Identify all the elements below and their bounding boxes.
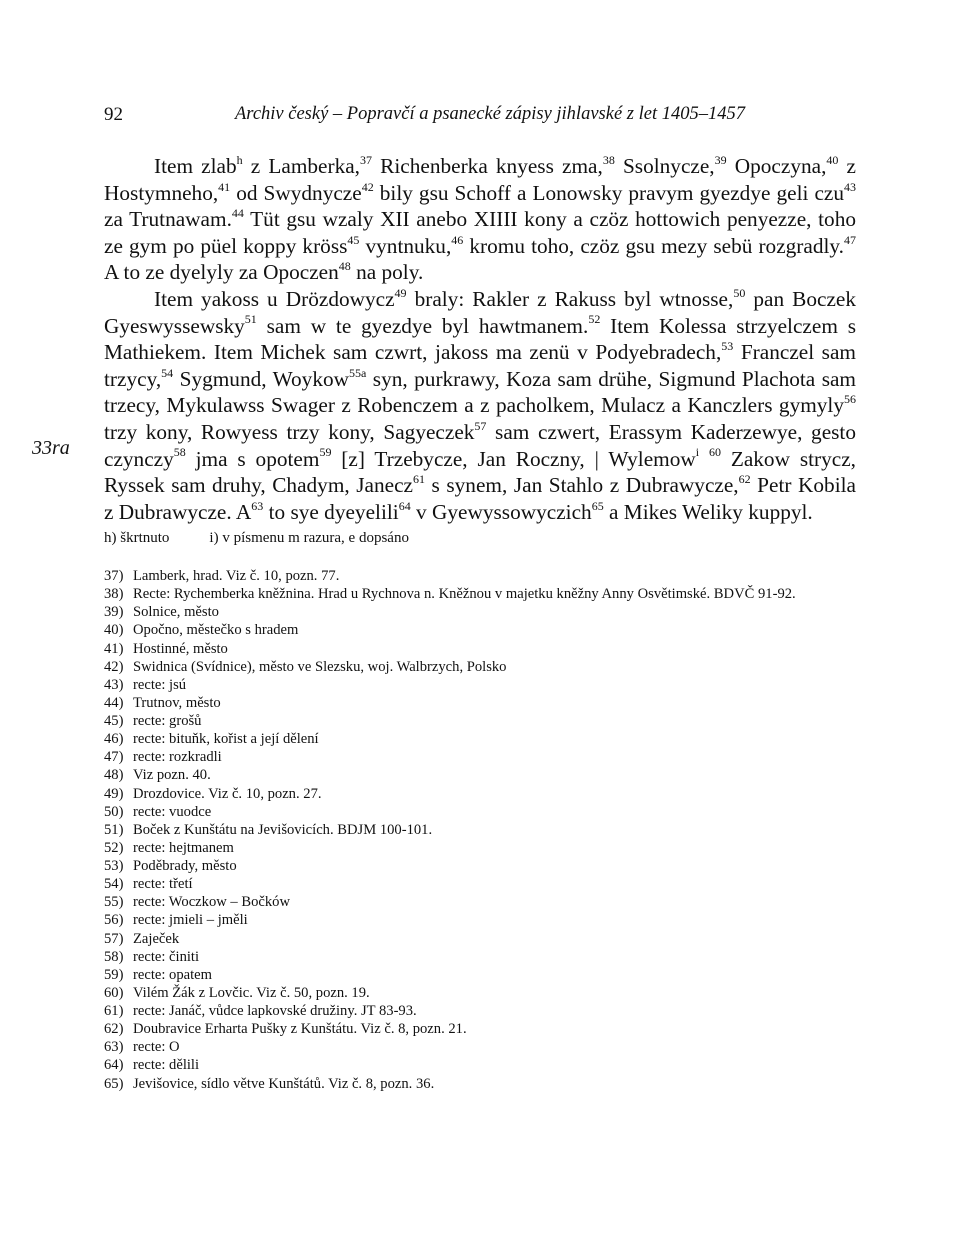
text-segment: sam w te gyezdye byl hawtmanem. (256, 313, 589, 338)
footnote-reference: 40 (826, 152, 839, 167)
footnote-text: Poděbrady, město (133, 858, 237, 874)
footnote-text: recte: vuodce (133, 803, 212, 820)
footnote-reference: 51 (244, 312, 257, 327)
text-segment: Item Kolessa strzyelczem s Mathiekem. Item Michek sam czwrt, jakoss ma zenü v Podyebradech, (104, 313, 856, 365)
footnote (104, 930, 864, 948)
footnote-text: Hostinné, město (133, 640, 228, 657)
text-segment: Tüt gsu wzaly XII anebo XIIII kony a czöz hottowich penyezze, toho ze gym po püel koppy kröss (104, 207, 856, 258)
footnote (104, 603, 864, 621)
footnote (104, 567, 864, 585)
footnote-text: recte: Janáč, vůdce lapkovské družiny. JT 83-93. (133, 1003, 417, 1019)
footnote-text: recte: jsú (133, 676, 187, 693)
footnote (104, 1038, 864, 1056)
footnote-text: recte: Woczkow – Bočków (133, 894, 291, 911)
footnote (104, 875, 864, 893)
footnote-reference: 39 (714, 152, 727, 167)
footnote-reference: 59 (319, 445, 332, 460)
text-segment: Petr Kobila z Dubrawycze. A (104, 473, 856, 524)
footnote-reference: 65 (591, 498, 604, 513)
footnote-number: 57) (104, 930, 124, 947)
footnote (104, 1020, 864, 1038)
footnote (104, 839, 864, 857)
footnote-text: Zaječek (133, 930, 180, 947)
footnote (104, 658, 864, 676)
footnote (104, 821, 864, 839)
page-header (104, 104, 856, 130)
text-segment: z Hostymneho, (104, 154, 857, 205)
running-title: Archiv český – Popravčí a psanecké zápisy jihlavské z let 1405–1457 (235, 104, 745, 124)
footnote-number: 48) (104, 767, 124, 784)
footnote (104, 585, 864, 603)
folio-margin-note: 33ra (32, 437, 70, 459)
footnote (104, 748, 864, 766)
footnote-reference: 43 (844, 179, 856, 194)
footnote-reference: 52 (588, 312, 601, 327)
footnote-reference: 45 (347, 232, 360, 247)
text-segment: s synem, Jan Stahlo z Dubrawycze, (425, 473, 739, 498)
footnote-number: 43) (104, 676, 124, 693)
footnote-text: Doubravice Erharta Pušky z Kunštátu. Viz č. 8, pozn. 21. (133, 1021, 467, 1038)
textual-note: i) v písmenu m razura, e dopsáno (209, 530, 409, 546)
footnote (104, 803, 864, 821)
footnote-number: 38) (104, 586, 124, 603)
footnote-text: Opočno, městečko s hradem (133, 622, 299, 639)
footnote-number: 60) (104, 984, 124, 1001)
footnote-number: 61) (104, 1003, 124, 1019)
footnote (104, 712, 864, 730)
footnotes (104, 567, 864, 1093)
footnote-number: 63) (104, 1039, 124, 1056)
footnote-reference: 58 (173, 445, 186, 460)
footnote-reference: 50 (733, 285, 746, 300)
text-segment: Zakow strycz, Ryssek sam druhy, Chadym, Janecz (104, 446, 856, 498)
textual-notes (104, 530, 449, 547)
text-segment: Ssolnycze, (614, 154, 715, 178)
text-segment: to sye dyeyelili (263, 499, 399, 524)
footnote-text: recte: opatem (133, 966, 213, 983)
footnote-number: 45) (104, 713, 124, 729)
footnote-reference: 60 (708, 445, 721, 460)
footnote (104, 1002, 864, 1020)
textual-note: h) škrtnuto (104, 530, 170, 546)
footnote-text: recte: hejtmanem (133, 839, 234, 856)
text-segment: bily gsu Schoff a Lonowsky pravym gyezdye geli czu (373, 180, 844, 205)
footnote-text: recte: jmieli – jměli (133, 912, 248, 929)
footnote-text: recte: třetí (133, 876, 193, 893)
footnote-reference: 57 (474, 418, 487, 433)
footnote-number: 54) (104, 876, 124, 893)
footnote-reference: 42 (361, 179, 374, 194)
footnote-reference: 55a (349, 365, 367, 380)
footnote-reference: 46 (451, 232, 464, 247)
footnote-text: recte: grošů (133, 713, 202, 729)
footnote (104, 640, 864, 658)
paragraph (104, 153, 856, 286)
footnote-reference: 37 (360, 152, 373, 167)
footnote (104, 1056, 864, 1074)
footnote-text: recte: O (133, 1039, 180, 1056)
text-segment: za Trutnawam. (104, 207, 232, 232)
footnote-reference: 47 (844, 232, 856, 247)
footnote-number: 40) (104, 622, 124, 639)
footnote-reference: 64 (398, 498, 411, 513)
footnote-number: 55) (104, 894, 124, 911)
footnote-text: recte: dělili (133, 1057, 200, 1074)
footnote (104, 984, 864, 1002)
footnote-reference: 56 (844, 392, 856, 407)
paragraph (104, 286, 856, 525)
footnote-number: 52) (104, 839, 124, 856)
footnote-number: 53) (104, 858, 124, 874)
footnote-reference: i (695, 445, 700, 460)
footnote-reference: h (236, 152, 243, 167)
footnote-text: Lamberk, hrad. Viz č. 10, pozn. 77. (133, 568, 340, 584)
footnote (104, 694, 864, 712)
text-segment: na poly. (350, 260, 424, 285)
text-segment: A to ze dyelyly za Opoczen (104, 260, 339, 285)
footnote-number: 64) (104, 1057, 124, 1074)
text-segment: od Swydnycze (230, 180, 362, 205)
footnote-text: recte: činiti (133, 948, 200, 965)
text-segment: v Gyewyssowyczich (410, 499, 592, 524)
text-segment: Opoczyna, (726, 154, 827, 178)
footnote-text: Vilém Žák z Lovčic. Viz č. 50, pozn. 19. (133, 984, 370, 1001)
footnote-text: Recte: Rychemberka kněžnina. Hrad u Rychnova n. Kněžnou v majetku kněžny Anny Osvětimské. BDVČ 91-92. (133, 586, 796, 603)
footnote-reference: 49 (394, 285, 407, 300)
footnote-reference: 53 (721, 339, 734, 354)
footnote (104, 911, 864, 929)
footnote-reference: 41 (218, 179, 231, 194)
footnote-reference: 38 (602, 152, 615, 167)
text-segment: syn, purkrawy, Koza sam drühe, Sigmund Plachota sam trzecy, Mykulawss Swager z Robenczem a z pacholkem, Mulacz a Kanczlers gymyly (104, 366, 856, 418)
text-segment: [z] Trzebycze, Jan Roczny, | Wylemow (331, 446, 696, 471)
footnote (104, 893, 864, 911)
footnote-reference: 61 (413, 472, 425, 487)
footnote (104, 966, 864, 984)
footnote-reference: 54 (161, 365, 174, 380)
footnote (104, 676, 864, 694)
footnote-text: Solnice, město (133, 604, 219, 621)
footnote-text: Viz pozn. 40. (133, 767, 211, 784)
footnote (104, 730, 864, 748)
footnote-number: 62) (104, 1021, 124, 1038)
text-segment: a Mikes Weliky kuppyl. (603, 499, 813, 524)
footnote-number: 47) (104, 749, 124, 766)
text-segment: Franczel sam trzycy, (104, 340, 856, 391)
text-segment: braly: Rakler z Rakuss byl wtnosse, (406, 286, 734, 311)
footnote-reference: 44 (231, 206, 244, 221)
footnote-text: Trutnov, město (133, 694, 221, 711)
footnote (104, 785, 864, 803)
footnote-number: 59) (104, 966, 124, 983)
text-segment: Item yakoss u Drözdowycz (154, 286, 395, 311)
text-segment: Richenberka knyess zma, (372, 154, 603, 178)
footnote-text: recte: bituňk, kořist a její dělení (133, 731, 319, 748)
footnote-reference: 63 (251, 498, 264, 513)
text-segment: sam czwert, Erassym Kaderzewye, gesto czynczy (104, 419, 856, 471)
footnote-number: 56) (104, 912, 124, 929)
footnote-number: 44) (104, 694, 124, 711)
text-segment: z Lamberka, (242, 154, 361, 178)
footnote-number: 39) (104, 604, 124, 621)
footnote-text: Swidnica (Svídnice), město ve Slezsku, woj. Walbrzych, Polsko (133, 658, 507, 675)
footnote (104, 857, 864, 875)
text-segment: pan Boczek Gyeswyssewsky (104, 286, 856, 338)
page-number: 92 (104, 104, 123, 125)
text-segment: vyntnuku, (359, 233, 452, 258)
footnote (104, 948, 864, 966)
footnote-number: 65) (104, 1075, 124, 1092)
text-segment: Item zlab (154, 154, 237, 178)
footnote-number: 42) (104, 658, 124, 675)
footnote (104, 621, 864, 639)
footnote-number: 51) (104, 821, 124, 838)
footnote-number: 50) (104, 803, 124, 820)
footnote-number: 37) (104, 568, 124, 584)
footnote-number: 58) (104, 948, 124, 965)
footnote-number: 41) (104, 640, 124, 657)
text-segment: jma s opotem (185, 446, 320, 471)
footnote-reference: 48 (338, 259, 351, 274)
text-segment (699, 447, 709, 471)
footnote-reference: 62 (738, 472, 751, 487)
footnote-text: recte: rozkradli (133, 749, 222, 766)
footnote-number: 49) (104, 785, 124, 802)
main-text (104, 153, 856, 525)
footnote-text: Drozdovice. Viz č. 10, pozn. 27. (133, 785, 322, 802)
text-segment: kromu toho, czöz gsu mezy sebü rozgradly. (463, 233, 844, 258)
footnote-number: 46) (104, 731, 124, 748)
footnote-text: Jevišovice, sídlo větve Kunštátů. Viz č. 8, pozn. 36. (133, 1075, 435, 1092)
footnote-text: Boček z Kunštátu na Jevišovicích. BDJM 100-101. (133, 821, 433, 838)
text-segment: Sygmund, Woykow (173, 366, 350, 391)
footnote (104, 1075, 864, 1093)
footnote (104, 766, 864, 784)
text-segment: trzy kony, Rowyess trzy kony, Sagyeczek (104, 419, 475, 444)
